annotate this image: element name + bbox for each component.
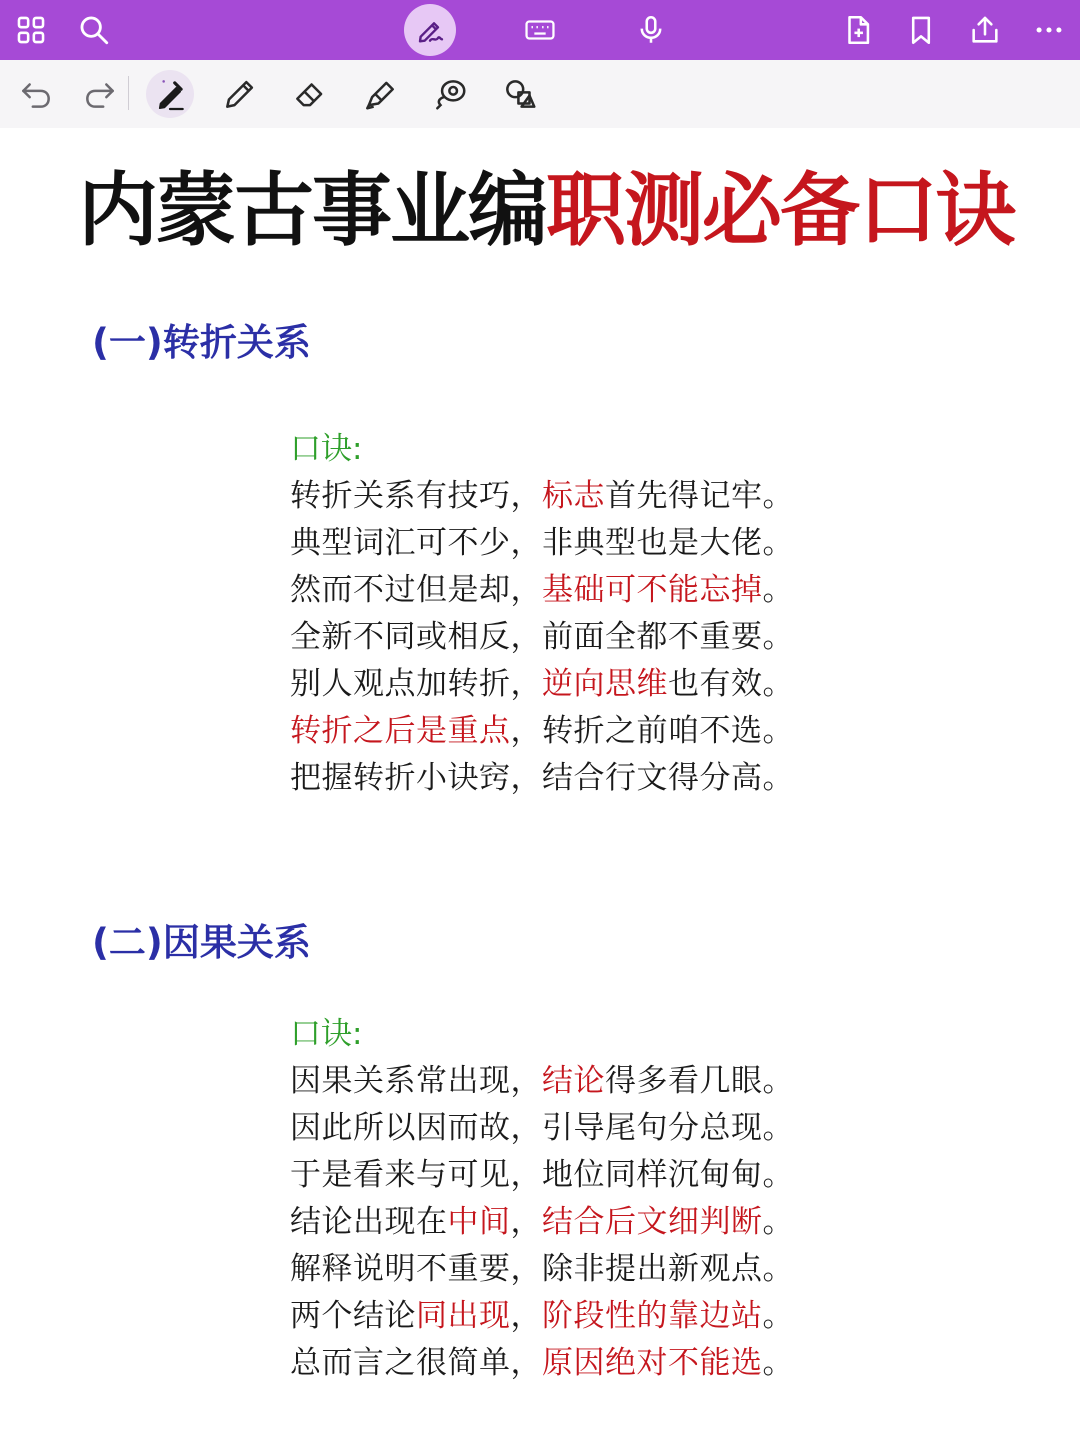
keyboard-icon[interactable] xyxy=(516,0,564,60)
verse-block xyxy=(290,426,794,802)
verse-line xyxy=(290,1105,794,1152)
emphasis-text: 结论 xyxy=(542,1063,605,1099)
verse-line xyxy=(290,755,794,802)
verse-text: ， xyxy=(510,1204,542,1240)
verse-line xyxy=(290,1058,794,1105)
verse-label: 口诀: xyxy=(290,1016,363,1052)
microphone-icon[interactable] xyxy=(627,0,675,60)
verse-text: 于是看来与可见，地位同样沉甸甸。 xyxy=(290,1157,794,1193)
verse-text: 因此所以因而故，引导尾句分总现。 xyxy=(290,1110,794,1146)
search-icon[interactable] xyxy=(70,0,118,60)
emphasis-text: 结合后文细判断 xyxy=(542,1204,763,1240)
verse-label: 口诀: xyxy=(290,431,363,467)
verse-line xyxy=(290,520,794,567)
verse-text: 全新不同或相反，前面全都不重要。 xyxy=(290,619,794,655)
verse-text: 。 xyxy=(762,1204,794,1240)
verse-line xyxy=(290,614,794,661)
verse-line xyxy=(290,1246,794,1293)
section-heading: (二)因果关系 xyxy=(92,921,311,964)
title-black-part: 内蒙古事业编 xyxy=(78,163,546,257)
page-title xyxy=(78,162,1014,258)
more-icon[interactable] xyxy=(1025,0,1073,60)
verse-line xyxy=(290,567,794,614)
verse-text: 两个结论 xyxy=(290,1298,416,1334)
top-toolbar xyxy=(0,0,1080,60)
undo-icon[interactable] xyxy=(12,70,60,118)
emphasis-text: 转折之后是重点 xyxy=(290,713,511,749)
verse-text: 因果关系常出现， xyxy=(290,1063,542,1099)
verse-line xyxy=(290,1152,794,1199)
drawing-toolbar xyxy=(0,60,1080,128)
verse-text: 结论出现在 xyxy=(290,1204,448,1240)
verse-text: 。 xyxy=(762,572,794,608)
toolbar-divider xyxy=(128,76,129,110)
verse-text: 转折关系有技巧， xyxy=(290,478,542,514)
emphasis-text: 中间 xyxy=(447,1204,511,1240)
eraser-icon[interactable] xyxy=(286,70,334,118)
section-heading: (一)转折关系 xyxy=(92,321,311,364)
verse-text: 解释说明不重要，除非提出新观点。 xyxy=(290,1251,794,1287)
emphasis-text: 阶段性的靠边站 xyxy=(542,1298,763,1334)
verse-line xyxy=(290,1293,794,1340)
verse-line xyxy=(290,473,794,520)
verse-text: 。 xyxy=(762,1298,794,1334)
highlighter-icon[interactable] xyxy=(356,70,404,118)
emphasis-text: 基础可不能忘掉 xyxy=(542,572,763,608)
emphasis-text: 同出现 xyxy=(416,1298,511,1334)
redo-icon[interactable] xyxy=(76,70,124,118)
verse-text: ， xyxy=(510,1298,542,1334)
verse-line xyxy=(290,661,794,708)
grid-view-icon[interactable] xyxy=(7,0,55,60)
verse-text: 别人观点加转折， xyxy=(290,666,542,702)
share-icon[interactable] xyxy=(961,0,1009,60)
stylus-pen-icon[interactable] xyxy=(146,70,194,118)
verse-text: 得多看几眼。 xyxy=(605,1063,794,1099)
emphasis-text: 逆向思维 xyxy=(542,666,668,702)
verse-block xyxy=(290,1011,794,1387)
verse-text: 典型词汇可不少，非典型也是大佬。 xyxy=(290,525,794,561)
verse-text: 也有效。 xyxy=(668,666,794,702)
verse-line xyxy=(290,1340,794,1387)
bookmark-icon[interactable] xyxy=(897,0,945,60)
pencil-icon[interactable] xyxy=(216,70,264,118)
verse-line xyxy=(290,1199,794,1246)
emphasis-text: 原因绝对不能选 xyxy=(542,1345,763,1381)
pen-mode-icon[interactable] xyxy=(404,4,456,56)
verse-text: 然而不过但是却， xyxy=(290,572,542,608)
shapes-icon[interactable] xyxy=(496,70,544,118)
verse-text: 总而言之很简单， xyxy=(290,1345,542,1381)
verse-text: 首先得记牢。 xyxy=(605,478,794,514)
verse-text: ，转折之前咱不选。 xyxy=(510,713,794,749)
lasso-icon[interactable] xyxy=(426,70,474,118)
verse-text: 。 xyxy=(762,1345,794,1381)
add-page-icon[interactable] xyxy=(834,0,882,60)
title-red-part: 职测必备口诀 xyxy=(546,163,1014,257)
verse-line xyxy=(290,708,794,755)
verse-text: 把握转折小诀窍，结合行文得分高。 xyxy=(290,760,794,796)
emphasis-text: 标志 xyxy=(542,478,605,514)
